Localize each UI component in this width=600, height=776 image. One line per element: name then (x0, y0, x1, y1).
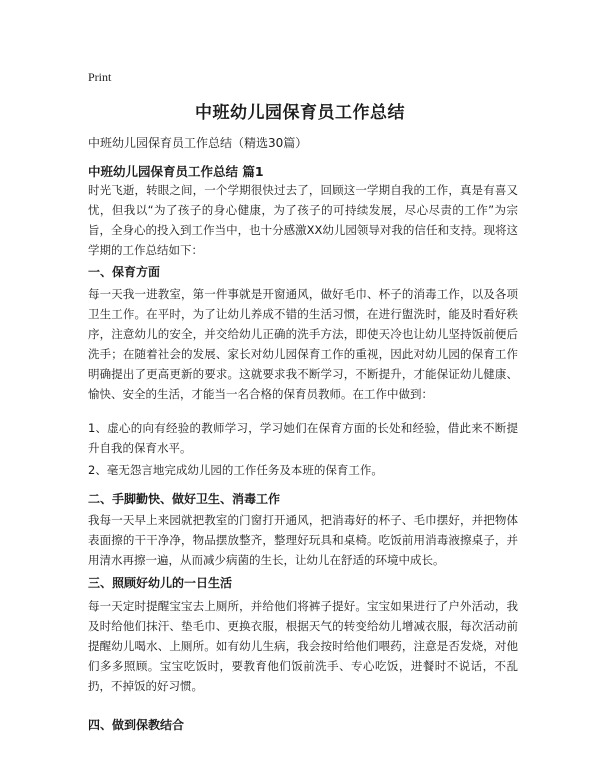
print-label[interactable]: Print (88, 70, 112, 84)
heading-care: 一、保育方面 (88, 265, 161, 279)
paragraph-daily-life: 每一天定时提醒宝宝去上厕所，并给他们将裤子提好。宝宝如果进行了户外活动，我及时给他们抹汗、垫毛巾、更换衣服，根据天气的转变给幼儿增减衣服，每次活动前提醒幼儿喝水、上厕所。如有幼儿生病，我会按时给他们喂药，注意是否发烧，对他们多多照顾。宝宝吃饭时，要教育他们饭前洗手、专心吃饭，进餐时不说话，不乱扔，不掉饭的好习惯。 (88, 599, 518, 693)
paragraph-care: 每一天我一进教室，第一件事就是开窗通风，做好毛巾、杯子的消毒工作，以及各项卫生工作。在平时，为了让幼儿养成不错的生活习惯，在进行盥洗时，能及时看好秩序，注意幼儿的安全，并交给幼儿正确的洗手方法，即使天冷也让幼儿坚持饭前便后洗手；在随着社会的发展、家长对幼儿园保育工作的重视，因此对幼儿园的保育工作明确提出了更高更新的要求。这就要求我不断学习，不断提升，才能保证幼儿健康、愉快、安全的生活，才能当一名合格的保育员教师。在工作中做到： (88, 287, 518, 401)
intro-paragraph: 时光飞逝，转眼之间，一个学期很快过去了，回顾这一学期自我的工作，真是有喜又忧，但我以“为了孩子的身心健康，为了孩子的可持续发展，尽心尽责的工作”为宗旨，全身心的投入到工作当中，也十分感激XX幼儿园领导对我的信任和支持。现将这学期的工作总结如下： (88, 183, 518, 257)
document-title: 中班幼儿园保育员工作总结 (195, 103, 405, 123)
paragraph-item-1: 1、虚心的向有经验的教师学习，学习她们在保育方面的长处和经验，借此来不断提升自我的保育水平。 (88, 421, 518, 455)
heading-hygiene: 二、手脚勤快、做好卫生、消毒工作 (88, 492, 281, 506)
paragraph-hygiene: 我每一天早上来园就把教室的门窗打开通风，把消毒好的杯子、毛巾摆好，并把物体表面擦的干干净净，物品摆放整齐，整理好玩具和桌椅。吃饭前用消毒液擦桌子，并用清水再擦一遍，从而减少病菌的生长，让幼儿在舒适的环境中成长。 (88, 513, 518, 567)
heading-care-education: 四、做到保教结合 (88, 718, 185, 732)
document-subtitle: 中班幼儿园保育员工作总结（精选30篇） (88, 136, 308, 150)
heading-daily-life: 三、照顾好幼儿的一日生活 (88, 576, 233, 590)
section-title: 中班幼儿园保育员工作总结 篇1 (88, 164, 264, 179)
paragraph-item-2: 2、毫无怨言地完成幼儿园的工作任务及本班的保育工作。 (88, 463, 383, 477)
